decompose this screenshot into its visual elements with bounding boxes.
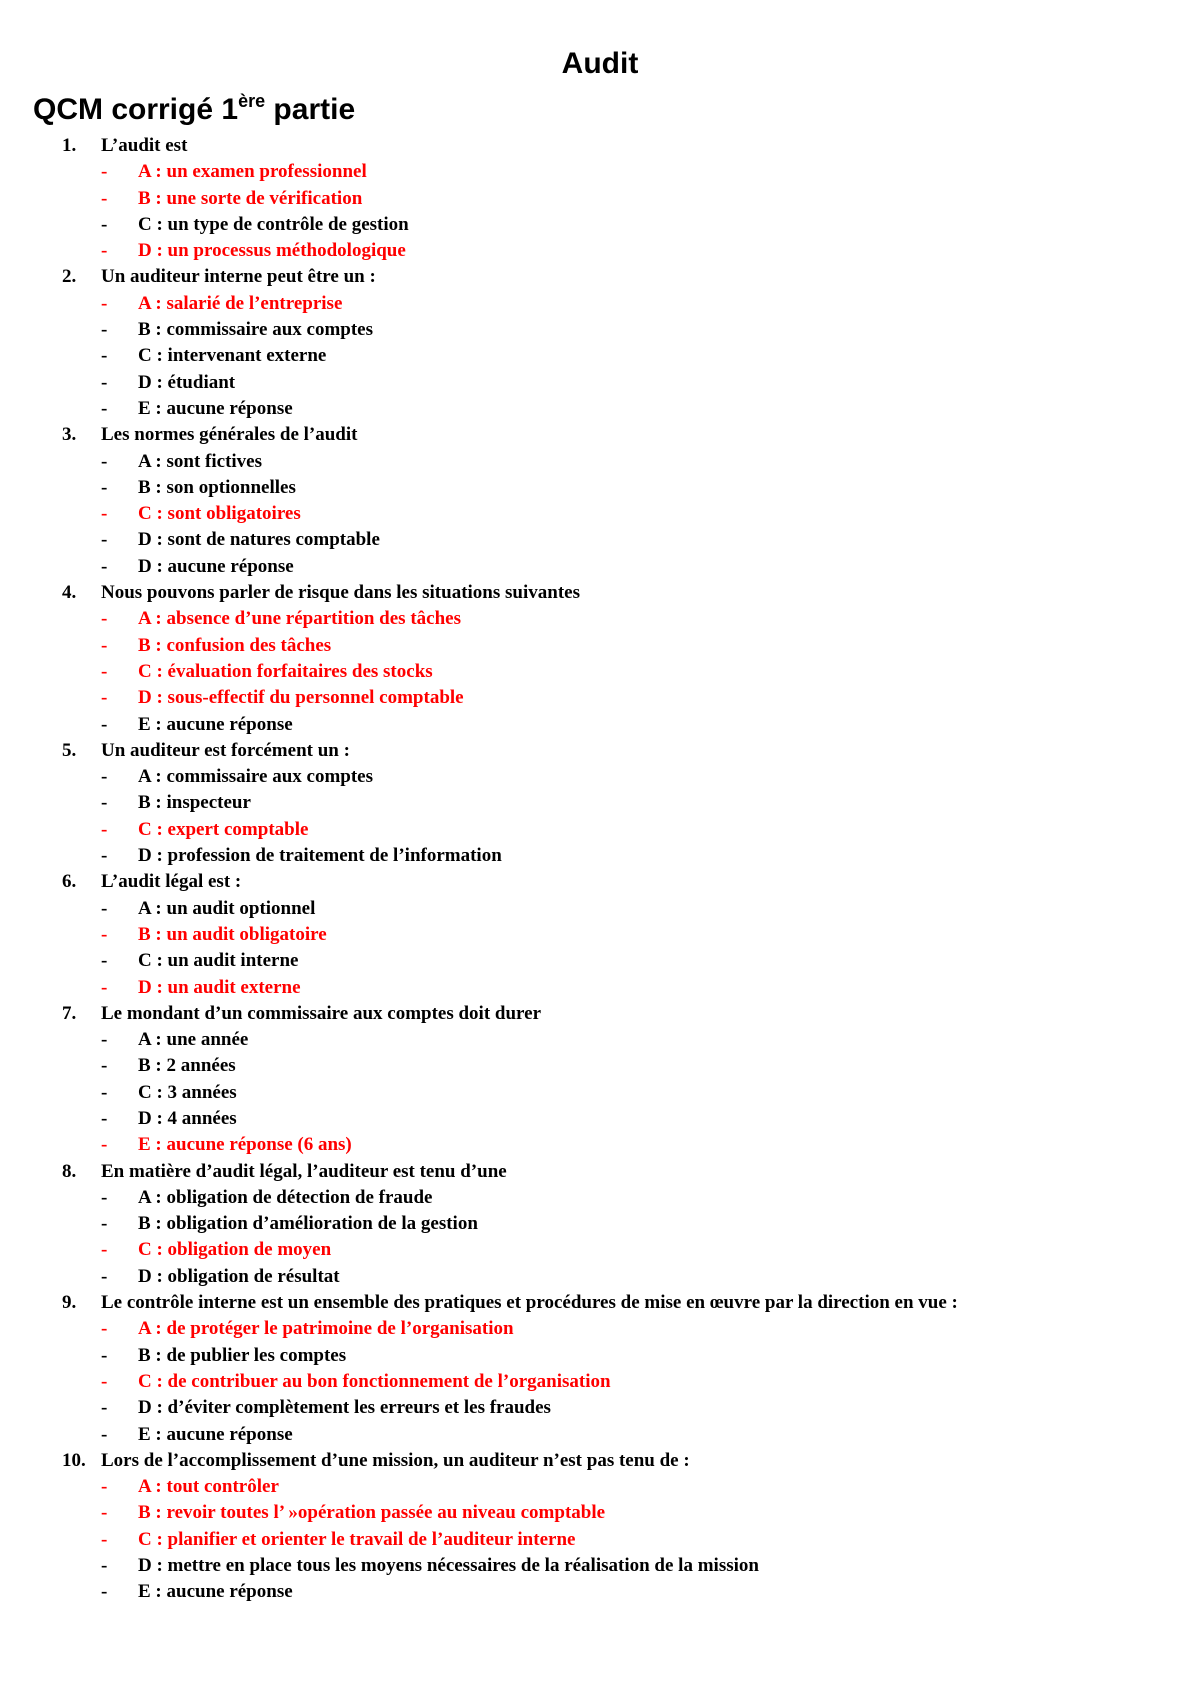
answer-option-text: D : obligation de résultat <box>138 1265 340 1287</box>
question-line <box>0 1448 1200 1474</box>
answer-option-text: A : un audit optionnel <box>138 897 316 919</box>
question-number: 2. <box>62 266 77 288</box>
answer-option <box>0 370 1200 396</box>
bullet-dash: - <box>101 371 108 393</box>
answer-option <box>0 1185 1200 1211</box>
bullet-dash: - <box>101 187 108 209</box>
answer-option <box>0 396 1200 422</box>
question-text: L’audit est <box>101 135 188 156</box>
answer-option-correct <box>0 606 1200 632</box>
bullet-dash: - <box>101 1502 108 1524</box>
answer-option <box>0 1211 1200 1237</box>
question-line <box>0 869 1200 895</box>
bullet-dash: - <box>101 450 108 472</box>
question-line <box>0 422 1200 448</box>
answer-option-text: B : un audit obligatoire <box>138 923 327 945</box>
question-text: Le mondant d’un commissaire aux comptes doit durer <box>101 1002 542 1024</box>
answer-option-correct <box>0 975 1200 1001</box>
question-item <box>0 738 1200 869</box>
bullet-dash: - <box>101 1370 108 1392</box>
answer-option-text: E : aucune réponse <box>138 1423 293 1445</box>
bullet-dash: - <box>101 292 108 314</box>
bullet-dash: - <box>101 818 108 840</box>
bullet-dash: - <box>101 529 108 551</box>
answer-option-text: D : étudiant <box>138 371 236 393</box>
answer-option <box>0 1553 1200 1579</box>
answer-option <box>0 212 1200 238</box>
answer-option-text: C : évaluation forfaitaires des stocks <box>138 660 433 682</box>
answer-option-text: B : une sorte de vérification <box>138 187 363 209</box>
bullet-dash: - <box>101 1555 108 1577</box>
answer-option <box>0 343 1200 369</box>
question-line <box>0 264 1200 290</box>
answer-option-text: E : aucune réponse <box>138 1581 293 1603</box>
bullet-dash: - <box>101 950 108 972</box>
answer-option-text: C : de contribuer au bon fonctionnement de l’organisation <box>138 1370 611 1392</box>
answer-option-text: A : commissaire aux comptes <box>138 766 374 788</box>
bullet-dash: - <box>101 555 108 577</box>
answer-option-correct <box>0 1132 1200 1158</box>
answer-option-text: A : tout contrôler <box>138 1476 279 1498</box>
answer-option-correct <box>0 1500 1200 1526</box>
bullet-dash: - <box>101 503 108 525</box>
answer-option-correct <box>0 817 1200 843</box>
question-item <box>0 422 1200 580</box>
answer-option <box>0 1106 1200 1132</box>
answer-option <box>0 475 1200 501</box>
bullet-dash: - <box>101 1397 108 1419</box>
bullet-dash: - <box>101 1213 108 1235</box>
answer-option <box>0 1264 1200 1290</box>
question-text: Le contrôle interne est un ensemble des pratiques et procédures de mise en œuvre par la direction en vue : <box>101 1292 958 1314</box>
answer-option-correct <box>0 238 1200 264</box>
question-item <box>0 869 1200 1000</box>
answer-option-text: E : aucune réponse <box>138 397 293 419</box>
bullet-dash: - <box>101 1081 108 1103</box>
answer-option <box>0 1053 1200 1079</box>
answer-option-text: C : intervenant externe <box>138 345 327 367</box>
answer-option <box>0 317 1200 343</box>
bullet-dash: - <box>101 397 108 419</box>
answer-option-correct <box>0 1316 1200 1342</box>
answer-option-text: D : 4 années <box>138 1107 237 1129</box>
question-number: 1. <box>62 135 77 156</box>
bullet-dash: - <box>101 1029 108 1051</box>
answer-option <box>0 1080 1200 1106</box>
question-text: Les normes générales de l’audit <box>101 424 358 446</box>
question-item <box>0 1159 1200 1290</box>
question-number: 9. <box>62 1292 77 1314</box>
question-number: 5. <box>62 739 77 761</box>
question-item <box>0 264 1200 422</box>
answer-option-correct <box>0 501 1200 527</box>
question-item <box>0 1448 1200 1606</box>
question-text: Lors de l’accomplissement d’une mission, un auditeur n’est pas tenu de : <box>101 1449 690 1471</box>
answer-option-text: A : sont fictives <box>138 450 263 472</box>
question-number: 10. <box>62 1449 86 1471</box>
bullet-dash: - <box>101 1134 108 1156</box>
answer-option-text: A : salarié de l’entreprise <box>138 292 343 314</box>
answer-option-text: E : aucune réponse (6 ans) <box>138 1134 352 1156</box>
answer-option <box>0 790 1200 816</box>
answer-option <box>0 712 1200 738</box>
question-number: 6. <box>62 871 77 893</box>
bullet-dash: - <box>101 634 108 656</box>
bullet-dash: - <box>101 713 108 735</box>
bullet-dash: - <box>101 976 108 998</box>
bullet-dash: - <box>101 1344 108 1366</box>
question-text: Un auditeur est forcément un : <box>101 739 350 761</box>
answer-option <box>0 527 1200 553</box>
subtitle-main: QCM corrigé 1 <box>33 93 239 126</box>
answer-option-correct <box>0 291 1200 317</box>
bullet-dash: - <box>101 1581 108 1603</box>
answer-option <box>0 948 1200 974</box>
bullet-dash: - <box>101 766 108 788</box>
document-subtitle <box>33 90 355 130</box>
bullet-dash: - <box>101 476 108 498</box>
answer-option-text: B : 2 années <box>138 1055 236 1077</box>
answer-option-correct <box>0 633 1200 659</box>
answer-option-text: B : obligation d’amélioration de la gestion <box>138 1213 478 1235</box>
answer-option-correct <box>0 1237 1200 1263</box>
bullet-dash: - <box>101 319 108 341</box>
bullet-dash: - <box>101 1423 108 1445</box>
answer-option-text: B : inspecteur <box>138 792 251 814</box>
bullet-dash: - <box>101 897 108 919</box>
answer-option-text: E : aucune réponse <box>138 713 293 735</box>
answer-option-correct <box>0 1369 1200 1395</box>
question-text: Nous pouvons parler de risque dans les situations suivantes <box>101 582 580 604</box>
answer-option-text: A : de protéger le patrimoine de l’organisation <box>138 1318 514 1340</box>
answer-option-correct <box>0 186 1200 212</box>
question-item <box>0 1290 1200 1448</box>
question-line <box>0 738 1200 764</box>
bullet-dash: - <box>101 1186 108 1208</box>
answer-option-text: A : absence d’une répartition des tâches <box>138 608 461 630</box>
answer-option-text: C : planifier et orienter le travail de l’auditeur interne <box>138 1528 576 1550</box>
subtitle-superscript: ère <box>238 91 266 111</box>
bullet-dash: - <box>101 792 108 814</box>
bullet-dash: - <box>101 1318 108 1340</box>
answer-option-text: D : profession de traitement de l’information <box>138 845 502 867</box>
answer-option-text: B : commissaire aux comptes <box>138 319 374 341</box>
answer-option <box>0 1395 1200 1421</box>
answer-option-text: D : aucune réponse <box>138 555 294 577</box>
question-item <box>0 1001 1200 1159</box>
answer-option-correct <box>0 159 1200 185</box>
answer-option-correct <box>0 1527 1200 1553</box>
answer-option-text: A : un examen professionnel <box>138 161 367 183</box>
answer-option-text: D : un processus méthodologique <box>138 240 406 262</box>
answer-option-text: C : un type de contrôle de gestion <box>138 213 409 235</box>
answer-option <box>0 1343 1200 1369</box>
answer-option-text: D : d’éviter complètement les erreurs et les fraudes <box>138 1397 551 1419</box>
answer-option-correct <box>0 1474 1200 1500</box>
bullet-dash: - <box>101 161 108 183</box>
answer-option-text: A : obligation de détection de fraude <box>138 1186 433 1208</box>
bullet-dash: - <box>101 240 108 262</box>
bullet-dash: - <box>101 1107 108 1129</box>
bullet-dash: - <box>101 213 108 235</box>
answer-option <box>0 896 1200 922</box>
answer-option <box>0 764 1200 790</box>
bullet-dash: - <box>101 923 108 945</box>
bullet-dash: - <box>101 660 108 682</box>
bullet-dash: - <box>101 1528 108 1550</box>
answer-option-text: B : son optionnelles <box>138 476 296 498</box>
bullet-dash: - <box>101 345 108 367</box>
bullet-dash: - <box>101 1265 108 1287</box>
answer-option-correct <box>0 685 1200 711</box>
answer-option-text: D : mettre en place tous les moyens nécessaires de la réalisation de la mission <box>138 1555 759 1577</box>
answer-option-text: C : obligation de moyen <box>138 1239 332 1261</box>
question-number: 4. <box>62 582 77 604</box>
bullet-dash: - <box>101 608 108 630</box>
answer-option <box>0 1422 1200 1448</box>
answer-option <box>0 1579 1200 1605</box>
answer-option-text: C : un audit interne <box>138 950 299 972</box>
answer-option <box>0 554 1200 580</box>
question-text: En matière d’audit légal, l’auditeur est tenu d’une <box>101 1160 507 1182</box>
answer-option-text: B : de publier les comptes <box>138 1344 347 1366</box>
answer-option <box>0 843 1200 869</box>
document-title: Audit <box>561 47 639 80</box>
answer-option-text: C : expert comptable <box>138 818 309 840</box>
answer-option-text: D : sont de natures comptable <box>138 529 380 551</box>
bullet-dash: - <box>101 687 108 709</box>
question-text: Un auditeur interne peut être un : <box>101 266 376 288</box>
answer-option-text: B : revoir toutes l’ »opération passée au niveau comptable <box>138 1502 606 1524</box>
answer-option-text: D : sous-effectif du personnel comptable <box>138 687 464 709</box>
question-line <box>0 580 1200 606</box>
answer-option-text: C : sont obligatoires <box>138 503 301 525</box>
question-line <box>0 133 1200 159</box>
question-line <box>0 1290 1031 1316</box>
question-line <box>0 1001 1200 1027</box>
answer-option <box>0 449 1200 475</box>
answer-option-text: A : une année <box>138 1029 249 1051</box>
answer-option-correct <box>0 659 1200 685</box>
answer-option <box>0 1027 1200 1053</box>
bullet-dash: - <box>101 1055 108 1077</box>
bullet-dash: - <box>101 1239 108 1261</box>
subtitle-end: partie <box>265 93 356 126</box>
question-number: 7. <box>62 1002 77 1024</box>
question-text: L’audit légal est : <box>101 871 242 893</box>
question-item <box>0 133 1200 264</box>
question-item <box>0 580 1200 738</box>
answer-option-text: B : confusion des tâches <box>138 634 332 656</box>
question-line <box>0 1159 1200 1185</box>
bullet-dash: - <box>101 845 108 867</box>
question-number: 8. <box>62 1160 77 1182</box>
answer-option-text: C : 3 années <box>138 1081 237 1103</box>
answer-option-correct <box>0 922 1200 948</box>
answer-option-text: D : un audit externe <box>138 976 301 998</box>
question-list <box>0 133 1200 1606</box>
question-number: 3. <box>62 424 77 446</box>
bullet-dash: - <box>101 1476 108 1498</box>
